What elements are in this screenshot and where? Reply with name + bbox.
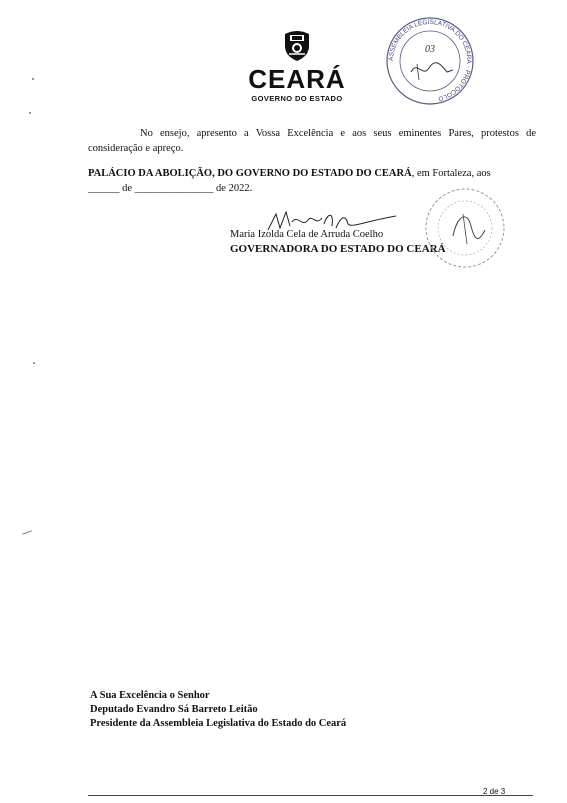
seal-stamp xyxy=(423,186,507,270)
coat-of-arms-icon xyxy=(282,28,312,62)
margin-speck xyxy=(32,78,34,80)
closing-paragraph: No ensejo, apresento a Vossa Excelência e aos seus eminentes Pares, protestos de consideração e apreço. xyxy=(88,128,536,154)
protocol-stamp xyxy=(383,14,477,108)
signer-name: Maria Izolda Cela de Arruda Coelho xyxy=(230,229,384,240)
footer-rule xyxy=(88,795,533,796)
margin-speck xyxy=(29,112,31,114)
addressee-role: Presidente da Assembleia Legislativa do Estado do Ceará xyxy=(90,718,347,729)
state-subtitle: GOVERNO DO ESTADO xyxy=(251,94,343,103)
addressee-salutation: A Sua Excelência o Senhor xyxy=(90,690,210,701)
state-logo xyxy=(247,28,347,103)
addressee-name: Deputado Evandro Sá Barreto Leitão xyxy=(90,704,258,715)
palace-name: PALÁCIO DA ABOLIÇÃO, DO GOVERNO DO ESTADO DO CEARÁ xyxy=(88,168,412,179)
stamp-number: 03 xyxy=(425,44,435,55)
margin-mark xyxy=(22,530,32,534)
page-number: 2 de 3 xyxy=(483,787,506,796)
margin-speck xyxy=(33,362,35,364)
signer-title: GOVERNADORA DO ESTADO DO CEARÁ xyxy=(230,243,446,255)
stamp-ring-text: ASSEMBLEIA LEGISLATIVA DO CEARÁ · PROTOCOLO xyxy=(387,18,473,103)
state-name: CEARÁ xyxy=(248,64,346,94)
date-line: ______ de _______________ de 2022. xyxy=(88,183,253,194)
city-text: , em Fortaleza, aos xyxy=(411,168,491,179)
